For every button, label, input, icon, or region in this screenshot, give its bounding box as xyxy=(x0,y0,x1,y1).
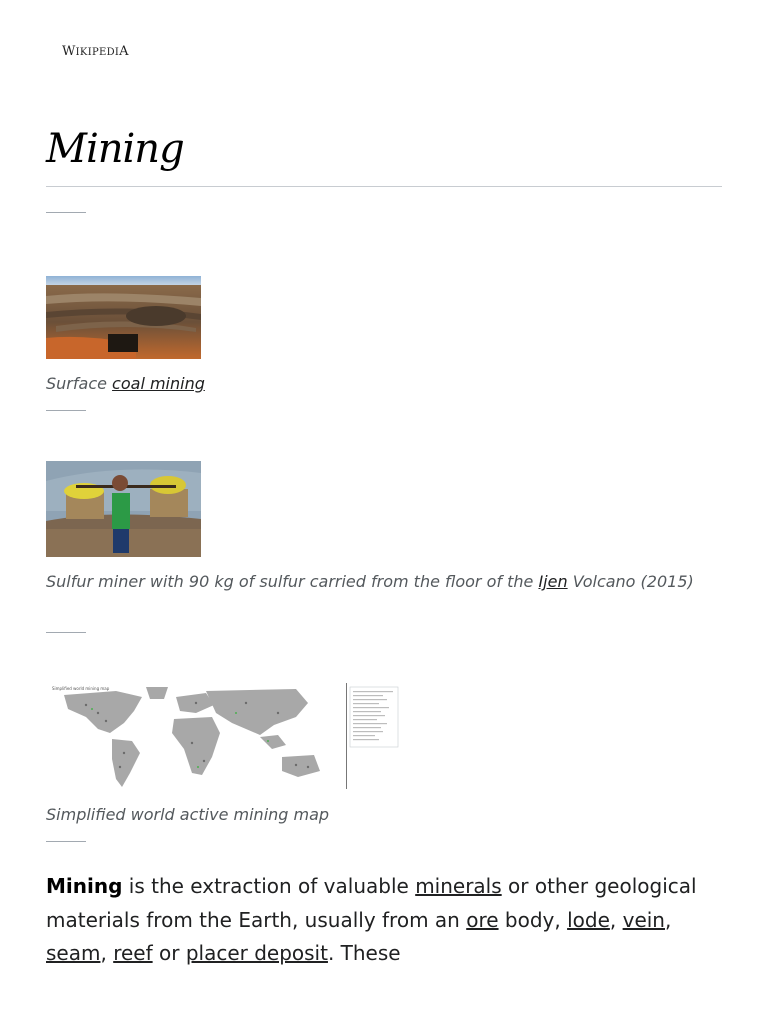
section-divider xyxy=(46,212,86,213)
section-divider xyxy=(46,841,86,842)
page-title: Mining xyxy=(46,126,184,172)
placer-deposit-link[interactable]: placer deposit xyxy=(185,941,328,965)
reef-link[interactable]: reef xyxy=(113,941,153,965)
map-title: Simplified world mining map xyxy=(52,686,110,691)
paragraph-text: , xyxy=(100,941,114,965)
paragraph-text: , xyxy=(609,907,623,932)
logo-letters-middle: IKIPEDI xyxy=(75,47,120,58)
world-mining-map-image[interactable] xyxy=(46,683,401,791)
caption-text: Volcano (2015) xyxy=(567,572,694,591)
figure-caption: Simplified world active mining map xyxy=(46,805,330,824)
paragraph-text: , xyxy=(664,907,672,932)
figure-caption xyxy=(46,372,726,396)
paragraph-text: body, xyxy=(498,907,568,932)
paragraph-text: or xyxy=(152,941,186,965)
section-divider xyxy=(46,410,86,411)
paragraph-text: or other geological materials from the Earth, usually from an xyxy=(46,874,697,932)
vein-link[interactable]: vein xyxy=(622,907,665,932)
sulfur-miner-photo xyxy=(46,461,201,557)
bold-term: Mining xyxy=(46,874,123,898)
ore-link[interactable]: ore xyxy=(466,907,499,932)
lead-paragraph xyxy=(46,870,726,971)
logo-letter-first: W xyxy=(62,44,76,59)
lode-link[interactable]: lode xyxy=(567,907,610,932)
sulfur-miner-image[interactable] xyxy=(46,461,201,557)
figure-caption xyxy=(46,570,726,594)
coal-mine-photo xyxy=(46,276,201,359)
minerals-link[interactable]: minerals xyxy=(415,874,502,898)
title-divider xyxy=(46,186,722,187)
logo-letter-last: A xyxy=(119,44,129,59)
paragraph-text: is the extraction of valuable xyxy=(122,874,416,898)
paragraph-text: . These xyxy=(327,941,401,965)
coal-mining-link[interactable]: coal mining xyxy=(112,374,205,393)
caption-text: Sulfur miner with 90 kg of sulfur carried from the floor of the xyxy=(46,572,539,591)
ijen-link[interactable]: Ijen xyxy=(538,572,568,591)
world-map xyxy=(46,683,401,791)
caption-text: Surface xyxy=(46,374,113,393)
wikipedia-logo[interactable] xyxy=(62,44,129,59)
section-divider xyxy=(46,632,86,633)
seam-link[interactable]: seam xyxy=(46,941,101,965)
coal-mine-image[interactable] xyxy=(46,276,201,359)
